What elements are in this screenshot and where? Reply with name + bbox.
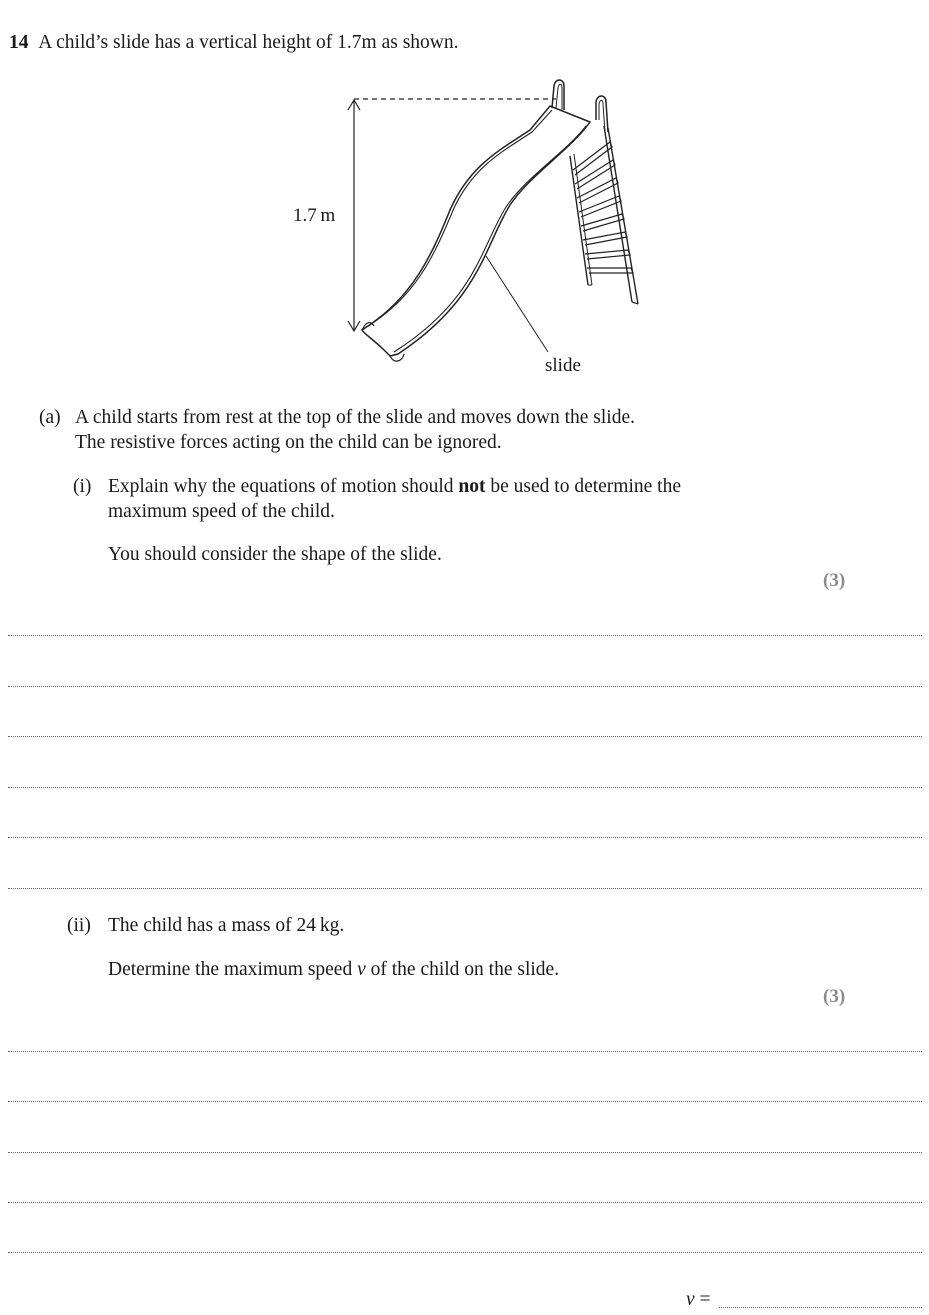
final-answer-label: v = — [686, 1289, 711, 1310]
part-a-ii-line2: Determine the maximum speed v of the child on the slide. — [108, 959, 560, 980]
answer-line[interactable] — [8, 1152, 922, 1153]
part-a-ii-label: (ii) — [67, 915, 91, 936]
part-a-i-line1: Explain why the equations of motion should not be used to determine the — [108, 476, 681, 497]
handle-right — [596, 96, 608, 132]
part-a-i-label: (i) — [73, 476, 92, 497]
answer-line[interactable] — [8, 787, 922, 788]
question-stem — [9, 31, 459, 55]
part-a-i-hint: You should consider the shape of the slide. — [108, 544, 442, 565]
answer-line[interactable] — [8, 1252, 922, 1253]
slide-illustration — [270, 70, 670, 390]
answer-line[interactable] — [8, 1101, 922, 1102]
part-a-line2: The resistive forces acting on the child can be ignored. — [75, 432, 502, 453]
answer-line[interactable] — [8, 1051, 922, 1052]
answer-line[interactable] — [8, 837, 922, 838]
part-a-line1: A child starts from rest at the top of the slide and moves down the slide. — [75, 407, 635, 428]
part-a-label: (a) — [39, 407, 61, 428]
answer-line[interactable] — [8, 736, 922, 737]
part-a-i-line2: maximum speed of the child. — [108, 501, 335, 522]
final-answer-field[interactable] — [719, 1307, 922, 1308]
part-a-ii-line1: The child has a mass of 24 kg. — [108, 915, 345, 936]
answer-line[interactable] — [8, 888, 922, 889]
slide-bed — [362, 106, 590, 356]
height-label: 1.7 m — [293, 205, 336, 226]
slide-leader-line — [486, 256, 548, 352]
part-a-i-marks: (3) — [823, 570, 846, 591]
answer-line[interactable] — [8, 686, 922, 687]
question-text: A child’s slide has a vertical height of 1.7m as shown. — [38, 32, 459, 53]
variable-v: v — [357, 959, 366, 980]
question-number: 14 — [9, 32, 29, 53]
answer-line[interactable] — [8, 635, 922, 636]
part-a-ii-marks: (3) — [823, 986, 846, 1007]
emphasis-not: not — [458, 476, 486, 497]
answer-line[interactable] — [8, 1202, 922, 1203]
slide-diagram — [270, 70, 670, 390]
slide-label: slide — [545, 355, 581, 376]
ladder-rail-right — [604, 126, 632, 302]
ladder-rail-inner-left — [570, 156, 588, 285]
